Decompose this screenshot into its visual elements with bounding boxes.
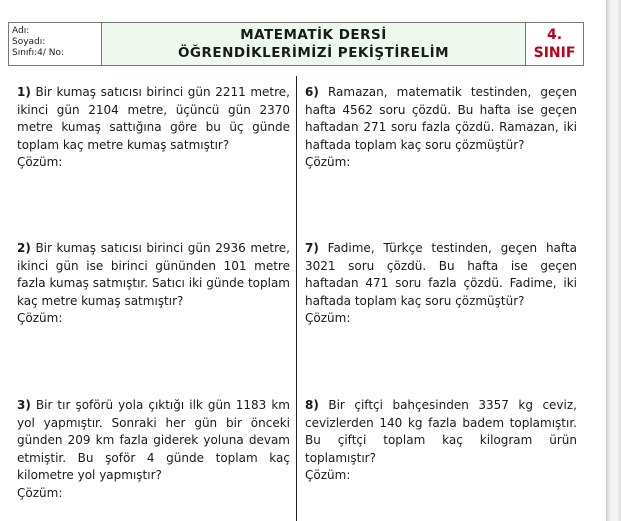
solution-label: Çözüm:	[305, 311, 351, 326]
question-text: Bir çiftçi bahçesinden 3357 kg ceviz, cevizlerden 140 kg fazla badem toplamıştır. Bu çiftçi toplam kaç kilogram ürün toplamıştır?	[305, 398, 577, 465]
worksheet-header	[8, 22, 584, 66]
worksheet-title-box	[102, 23, 526, 65]
surname-label: Soyadı:	[12, 37, 46, 47]
question-8	[305, 397, 577, 485]
solution-label: Çözüm:	[17, 155, 63, 170]
solution-label: Çözüm:	[305, 155, 351, 170]
grade-number: 4.	[546, 27, 563, 43]
title-line-2: ÖĞRENDİKLERİMİZİ PEKİŞTİRELİM	[177, 45, 450, 61]
question-2	[17, 240, 290, 328]
question-number: 8)	[305, 398, 319, 412]
question-text: Fadime, Türkçe testinden, geçen hafta 3021 soru çözdü. Bu hafta ise geçen haftadan 471 soru fazla çözdü. Fadime, iki haftada toplam kaç soru çözmüştür?	[305, 241, 577, 308]
question-number: 7)	[305, 241, 319, 255]
question-number: 6)	[305, 85, 319, 99]
question-number: 3)	[17, 398, 31, 412]
question-number: 2)	[17, 241, 31, 255]
question-text: Bir kumaş satıcısı birinci gün 2211 metre, ikinci gün 2104 metre, üçüncü gün 2370 metre kumaş sattığına göre bu üç günde toplam kaç metre kumaş satmıştır?	[17, 85, 290, 152]
column-divider	[296, 76, 297, 521]
grade-box	[526, 23, 583, 65]
solution-label: Çözüm:	[17, 311, 63, 326]
question-1	[17, 84, 290, 172]
student-info-box	[9, 23, 102, 65]
solution-label: Çözüm:	[17, 485, 63, 500]
class-label: Sınıfı:4/ No:	[12, 48, 65, 58]
question-7	[305, 240, 577, 328]
question-text: Ramazan, matematik testinden, geçen hafta 4562 soru çözdü. Bu hafta ise geçen haftadan 271 soru fazla çözdü. Ramazan, iki haftada toplam kaç soru çözmüştür?	[305, 85, 577, 152]
question-text: Bir tır şoförü yola çıktığı ilk gün 1183 km yol yapmıştır. Sonraki her gün bir önceki günden 209 km fazla giderek yoluna devam etmiştir. Bu şoför 4 günde toplam kaç kilometre yol yapmıştır?	[17, 398, 290, 483]
solution-label: Çözüm:	[305, 468, 351, 483]
title-line-1: MATEMATİK DERSİ	[240, 27, 387, 43]
question-text: Bir kumaş satıcısı birinci gün 2936 metre, ikinci gün ise birinci gününden 101 metre fazla kumaş satmıştır. Satıcı iki günde toplam kaç metre kumaş satmıştır?	[17, 241, 290, 308]
page-edge-scrollbar	[606, 0, 621, 521]
question-number: 1)	[17, 85, 31, 99]
question-6	[305, 84, 577, 172]
grade-word: SINIF	[533, 45, 576, 61]
question-3	[17, 397, 290, 503]
name-label: Adı:	[12, 26, 30, 36]
